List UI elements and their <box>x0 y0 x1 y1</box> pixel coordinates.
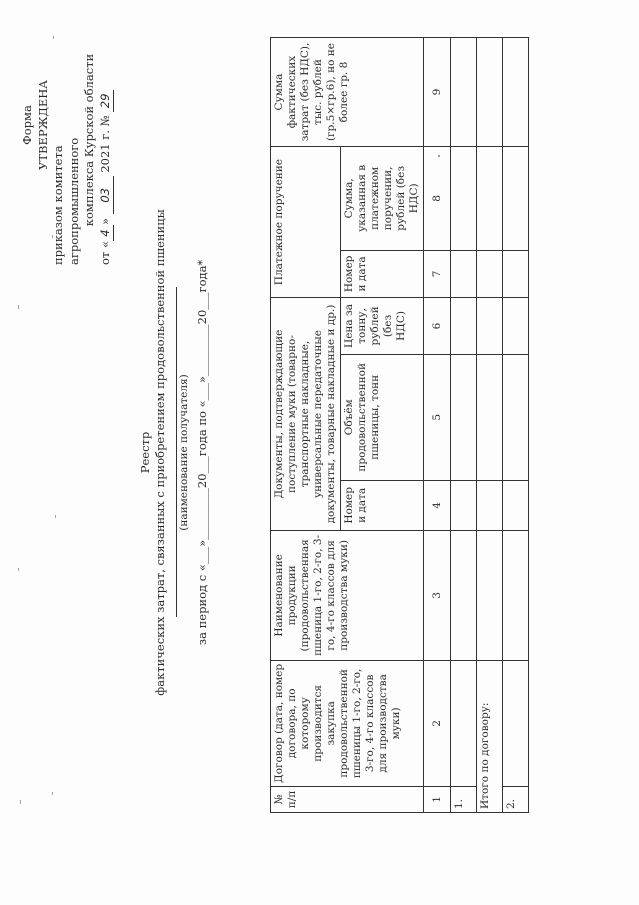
table-cell <box>477 147 503 251</box>
approval-line-1: приказом комитета агропромышленного <box>51 137 81 265</box>
table-cell <box>503 298 529 355</box>
table-cell <box>503 147 529 251</box>
table-cell <box>451 660 477 786</box>
table-cell <box>477 480 503 530</box>
column-number-row <box>424 38 451 813</box>
column-number: 2 <box>424 660 451 786</box>
approval-date: от «4» 03 2021 г. № 29 <box>98 15 115 265</box>
approved-label: УТВЕРЖДЕНА <box>35 80 50 170</box>
column-number: 1 <box>424 786 451 812</box>
table-cell <box>451 147 477 251</box>
col-header-price-per-ton: Цена за тонну, рублей (без НДС) <box>341 298 424 355</box>
col-header-documents: Документы, подтверждающие поступление муки (товарно-транспортные накладные, универсальные передаточные документы, товарные накладные и др.) <box>271 298 341 531</box>
col-header-number: № п/п <box>271 786 424 812</box>
table-cell <box>451 298 477 355</box>
subtotal-label: Итого по договору: <box>477 660 503 812</box>
table-cell <box>477 38 503 147</box>
title-block <box>138 150 210 755</box>
col-header-payment-amount: Сумма, указанная в платежном поручении, рублей (без НДС) <box>341 147 424 251</box>
col-header-payment-order: Платежное поручение <box>271 147 341 298</box>
table-row <box>451 38 477 813</box>
document-title: Реестр <box>138 431 152 474</box>
column-number: 3 <box>424 530 451 660</box>
form-label: Форма <box>20 105 34 145</box>
recipient-hint: (наименование получателя) <box>178 374 190 531</box>
column-number: 7 <box>424 250 451 298</box>
col-header-product: Наименование продукции (продовольственная пшеница 1-го, 2-го, 3-го, 4-го классов для производства муки) <box>271 530 424 660</box>
table-cell <box>503 660 529 786</box>
approval-number: 29 <box>98 90 115 112</box>
column-number: 5 <box>424 354 451 480</box>
column-number: 9 <box>424 38 451 147</box>
table-cell <box>503 530 529 660</box>
table-cell <box>451 530 477 660</box>
row-number: 1. <box>451 786 477 812</box>
table-cell <box>477 250 503 298</box>
table-cell <box>451 38 477 147</box>
subtotal-row <box>477 38 503 813</box>
table-cell <box>503 250 529 298</box>
table-cell <box>477 354 503 480</box>
approval-day: 4 <box>98 225 115 241</box>
approval-block <box>20 15 114 265</box>
table-cell <box>451 250 477 298</box>
column-number: 4 <box>424 480 451 530</box>
approval-line-2: комплекса Курской области <box>82 53 96 227</box>
row-number: 2. <box>503 786 529 812</box>
col-header-payment-number-date: Номер и дата <box>341 250 424 298</box>
table-header-row <box>271 38 341 813</box>
col-header-contract: Договор (дата, номер договора, по которому производится закупка продовольственной пшеницы 1-го, 2-го, 3-го, 4-го классов для производства муки) <box>271 660 424 786</box>
table-cell <box>451 480 477 530</box>
document-subtitle: фактических затрат, связанных с приобретением продовольственной пшеницы <box>153 209 167 696</box>
table-cell <box>503 38 529 147</box>
column-number: 6 <box>424 298 451 355</box>
table-row <box>503 38 529 813</box>
approval-month: 03 <box>98 176 115 214</box>
table-cell <box>477 530 503 660</box>
table-cell <box>503 480 529 530</box>
table-cell <box>477 298 503 355</box>
column-number: 8 <box>424 147 451 251</box>
period-line: за период с «___»_________20___года по «___»_________20___года* <box>195 259 209 646</box>
register-table <box>270 37 529 813</box>
table-cell <box>451 354 477 480</box>
col-header-wheat-volume: Объём продовольственной пшеницы, тонн <box>341 354 424 480</box>
table-cell <box>503 354 529 480</box>
col-header-actual-costs: Сумма фактических затрат (без НДС), тыс. рублей (гр.5×гр.6), но не более гр. 8 <box>271 38 424 147</box>
col-header-doc-number-date: Номер и дата <box>341 480 424 530</box>
